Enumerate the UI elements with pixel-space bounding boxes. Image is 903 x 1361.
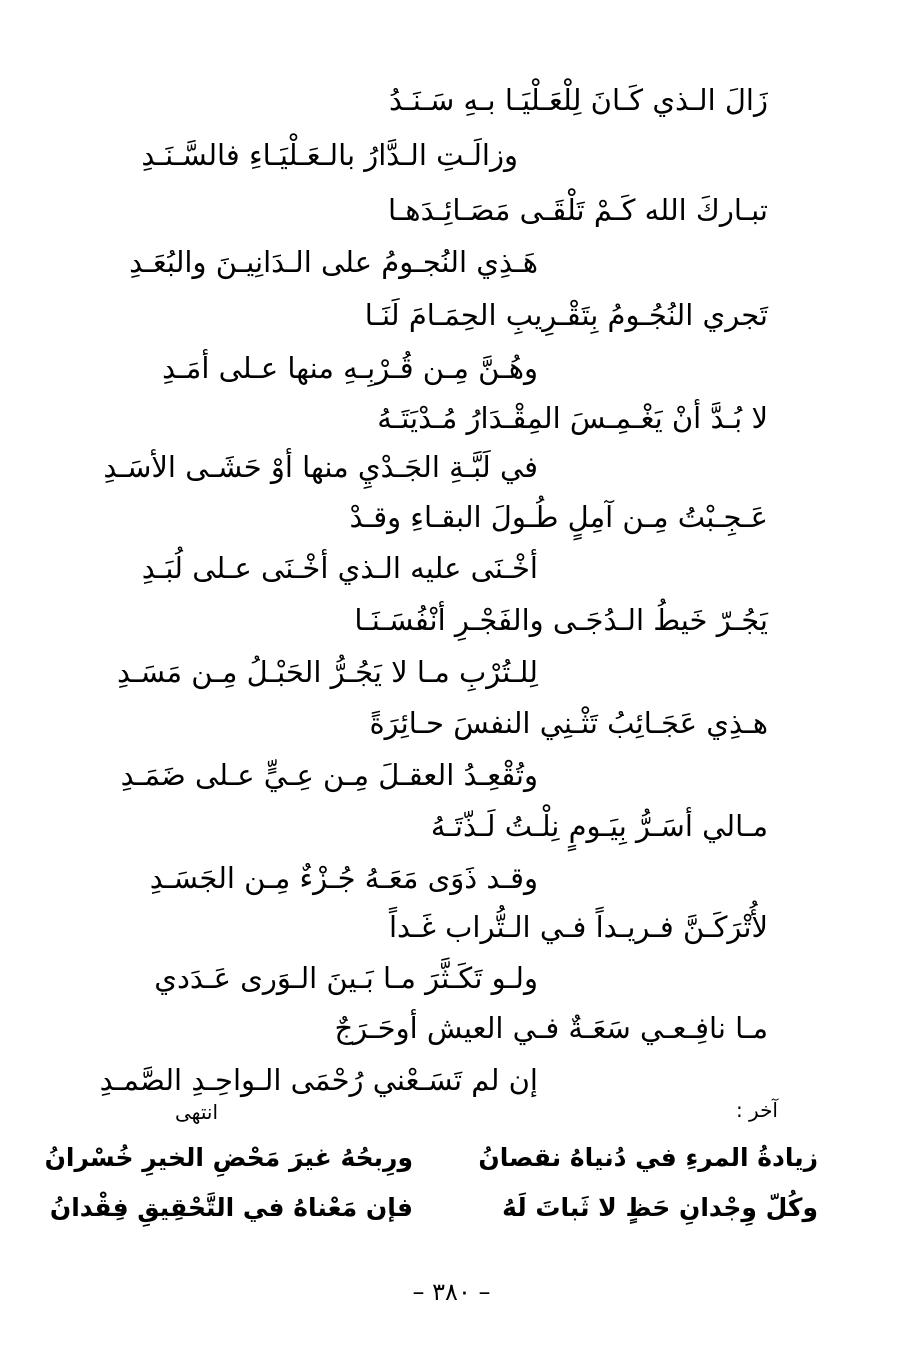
other-verse-first-hemistich: زيادةُ المرءِ في دُنياهُ نقصانُ bbox=[478, 1143, 818, 1172]
other-verse-first-hemistich: وكُلّ وِجْدانِ حَظٍ لا ثَباتَ لَهُ bbox=[502, 1193, 818, 1222]
poem-line: تَجري النُجُـومُ بِتَقْـرِيبِ الحِمَـامَ لَنَـا bbox=[364, 298, 768, 332]
poem-line: وهُـنَّ مِـن قُـرْبِـهِ منها عـلى أمَـدِ bbox=[162, 351, 538, 385]
poem-line: وزالَـتِ الـدَّارُ بالـعَـلْيَـاءِ فالسَّـنَـدِ bbox=[141, 138, 518, 172]
other-label: آخر : bbox=[735, 1098, 778, 1122]
poem-line: في لَبَّـةِ الجَـدْيِ منها أوْ حَشَـى الأسَـدِ bbox=[103, 450, 538, 484]
page-number: – ٣٨٠ – bbox=[412, 1278, 491, 1306]
poem-line: لأُتْرَكَـنَّ فـريـداً فـي الـتُّراب غَـداً bbox=[388, 910, 768, 944]
other-verse-second-hemistich: فإن مَعْناهُ في التَّحْقِيقِ فِقْدانُ bbox=[49, 1193, 413, 1222]
poem-line: مـالي أسَـرُّ بِيَـومٍ نِلْـتُ لَـذّتَـهُ bbox=[430, 809, 768, 843]
poem-line: وقـد ذَوَى مَعَـهُ جُـزْءٌ مِـن الجَسَـدِ bbox=[149, 861, 538, 895]
poem-line: عَـجِـبْتُ مِـن آمِلٍ طُـولَ البقـاءِ وقـدْ bbox=[349, 500, 768, 534]
poem-line: لِلـتُرْبِ مـا لا يَجُـرُّ الحَبْـلُ مِـن مَسَـدِ bbox=[116, 655, 538, 689]
poem-line: يَجُـرّ خَيطُ الـدُجَـى والفَجْـرِ أنْفُسَـنَـا bbox=[354, 603, 768, 637]
poem-line: ولـو تَكَـثَّرَ مـا بَـينَ الـوَرى عَـدَدي bbox=[154, 961, 538, 995]
poem-line: تبـاركَ الله كَـمْ تَلْقَـى مَصَـائِـدَهـا bbox=[387, 193, 768, 227]
poem-line: أخْـنَى عليه الـذي أخْـنَى عـلى لُبَـدِ bbox=[141, 551, 538, 585]
poem-line: هَـذِي النُجـومُ على الـدَانِيـنَ والبُعَـدِ bbox=[129, 245, 538, 279]
poem-line: زَالَ الـذي كَـانَ لِلْعَـلْيَـا بـهِ سَـنَـدُ bbox=[389, 83, 768, 117]
other-verse-second-hemistich: ورِبحُهُ غيرَ مَحْضِ الخيرِ خُسْرانُ bbox=[44, 1143, 413, 1172]
end-mark: انتهى bbox=[174, 1100, 218, 1124]
poem-line: لا بُـدَّ أنْ يَغْـمِـسَ المِقْـدَارُ مُـدْيَتَـهُ bbox=[377, 401, 768, 435]
poem-line: وتُقْعِـدُ العقـلَ مِـن عِـيٍّ عـلى ضَمَـدِ bbox=[120, 758, 538, 792]
poem-line: إن لم تَسَـعْني رُحْمَى الـواحِـدِ الصَّمـدِ bbox=[99, 1063, 538, 1097]
poem-line: مـا نافِـعـي سَعَـةٌ فـي العيش أوحَـرَجٌ bbox=[334, 1011, 768, 1045]
poem-line: هـذِي عَجَـائِبُ تَثْـنِي النفسَ حـائِرَةً bbox=[369, 706, 768, 740]
